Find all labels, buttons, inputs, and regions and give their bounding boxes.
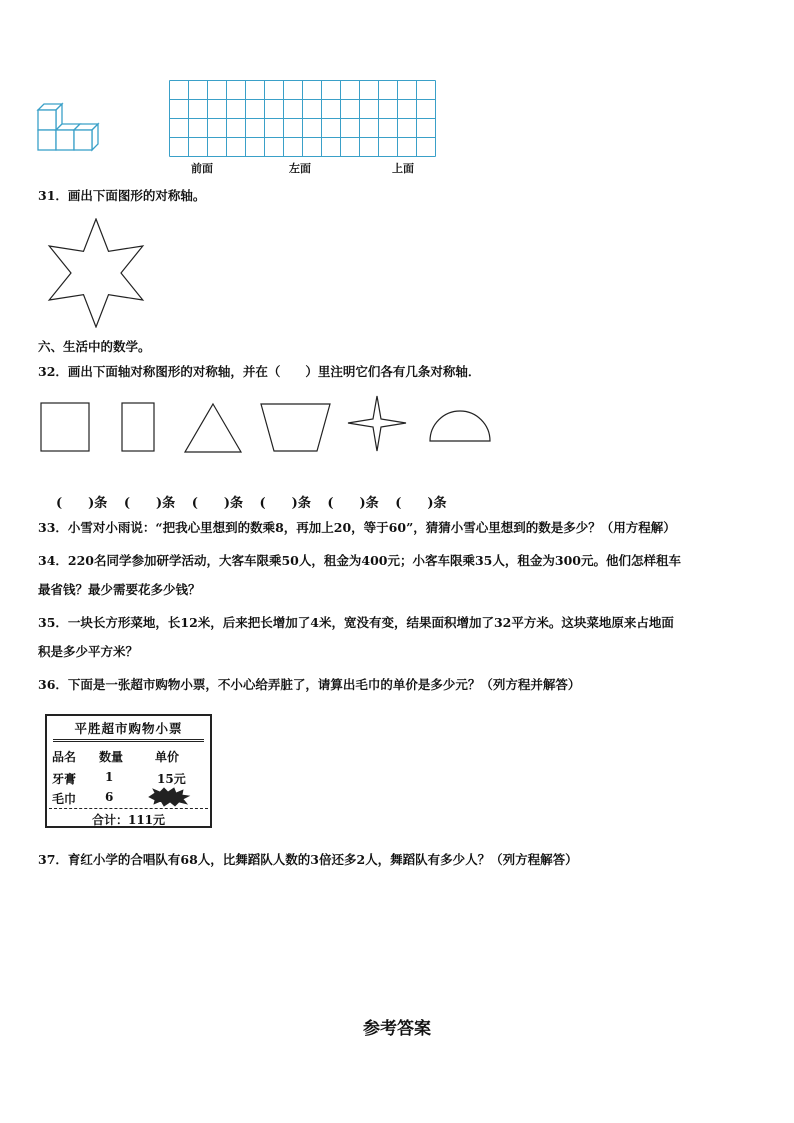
answer-key-title: 参考答案 bbox=[363, 1019, 431, 1039]
star-shape[interactable] bbox=[38, 218, 156, 328]
question-37: 37．育红小学的合唱队有68人，比舞蹈队人数的3倍还多2人，舞蹈队有多少人？（列方程解答） bbox=[38, 852, 578, 867]
view-label-top: 上面 bbox=[392, 162, 414, 175]
blank-square[interactable]: ( )条 bbox=[56, 496, 108, 511]
drawing-grid[interactable] bbox=[169, 80, 437, 158]
receipt-row1-price: 15元 bbox=[157, 772, 186, 786]
blank-star[interactable]: ( )条 bbox=[327, 496, 379, 511]
receipt-header-price: 单价 bbox=[155, 750, 180, 764]
section-6-heading: 六、生活中的数学。 bbox=[38, 339, 151, 354]
blank-semicircle[interactable]: ( )条 bbox=[395, 496, 447, 511]
question-36: 36．下面是一张超市购物小票，不小心给弄脏了，请算出毛巾的单价是多少元？（列方程并解答） bbox=[38, 677, 581, 692]
blank-rectangle[interactable]: ( )条 bbox=[123, 496, 176, 511]
question-34-line-1: 34．220名同学参加研学活动，大客车限乘50人，租金为400元；小客车限乘35人，租金为300元。他们怎样租车 bbox=[38, 553, 681, 568]
rectangle-shape[interactable] bbox=[121, 402, 157, 454]
semicircle-shape[interactable] bbox=[428, 408, 492, 444]
question-35-line-1: 35．一块长方形菜地，长12米，后来把长增加了4米，宽没有变，结果面积增加了32平方米。这块菜地原来占地面 bbox=[38, 615, 674, 630]
view-label-left: 左面 bbox=[289, 162, 311, 175]
receipt-row1-name: 牙膏 bbox=[52, 772, 77, 786]
receipt-row2-qty: 6 bbox=[105, 790, 114, 804]
receipt-row1-qty: 1 bbox=[105, 770, 114, 784]
square-shape[interactable] bbox=[40, 402, 92, 454]
question-32: 32．画出下面轴对称图形的对称轴，并在（ ）里注明它们各有几条对称轴． bbox=[38, 364, 481, 379]
receipt-total: 合计：111元 bbox=[91, 813, 166, 827]
shopping-receipt bbox=[45, 714, 212, 828]
trapezoid-shape[interactable] bbox=[260, 403, 332, 453]
question-31: 31．画出下面图形的对称轴。 bbox=[38, 188, 206, 203]
cube-figure bbox=[36, 100, 100, 158]
question-33: 33．小雪对小雨说：“把我心里想到的数乘8，再加上20，等于60”，猜猜小雪心里想到的数是多少？（用方程解） bbox=[38, 520, 676, 535]
receipt-header-name: 品名 bbox=[52, 750, 77, 764]
triangle-shape[interactable] bbox=[184, 402, 244, 454]
view-label-front: 前面 bbox=[191, 162, 213, 175]
axis-count-blanks bbox=[56, 492, 459, 511]
receipt-row2-name: 毛巾 bbox=[52, 792, 77, 806]
receipt-header-qty: 数量 bbox=[99, 750, 124, 764]
four-point-star-shape[interactable] bbox=[346, 395, 408, 453]
receipt-divider bbox=[49, 808, 208, 809]
blank-triangle[interactable]: ( )条 bbox=[191, 496, 243, 511]
question-34-line-2: 最省钱？最少需要花多少钱？ bbox=[38, 582, 201, 597]
ink-smudge-icon bbox=[147, 787, 191, 807]
blank-trapezoid[interactable]: ( )条 bbox=[259, 496, 311, 511]
receipt-title: 平胜超市购物小票 bbox=[53, 719, 204, 742]
question-35-line-2: 积是多少平方米？ bbox=[38, 644, 139, 659]
